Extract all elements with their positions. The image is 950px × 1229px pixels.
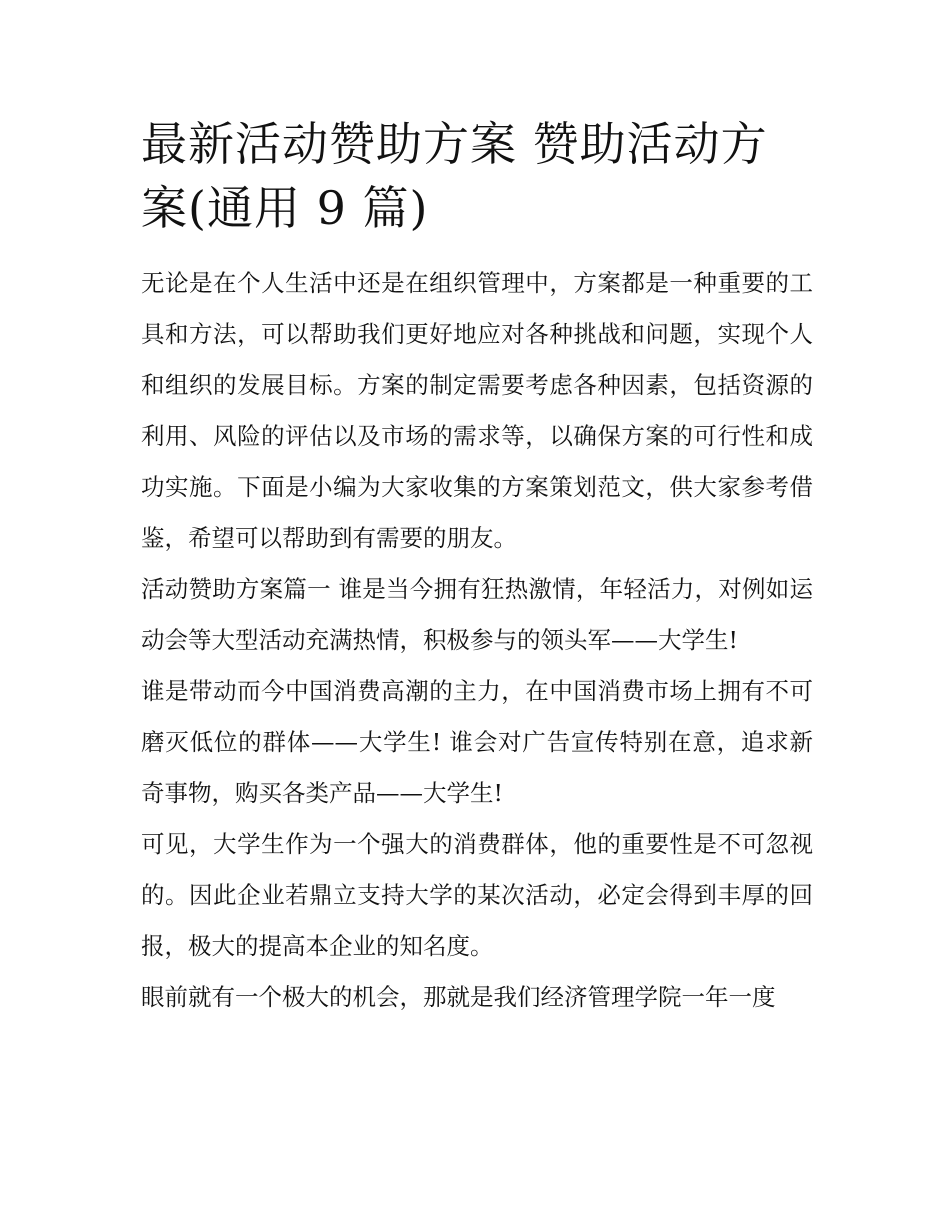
paragraph-importance: 可见，大学生作为一个强大的消费群体，他的重要性是不可忽视的。因此企业若鼎立支持大学的某次活动，必定会得到丰厚的回报，极大的提高本企业的知名度。 — [141, 830, 813, 960]
document-page — [141, 112, 813, 1023]
document-title: 最新活动赞助方案 赞助活动方案(通用 9 篇) — [141, 117, 768, 235]
document-body — [141, 258, 813, 1023]
paragraph-consumer-group: 谁是带动而今中国消费高潮的主力，在中国消费市场上拥有不可磨灭低位的群体——大学生! 谁会对广告宣传特别在意，追求新奇事物，购买各类产品——大学生! — [141, 677, 813, 807]
paragraph-section-one: 活动赞助方案篇一 谁是当今拥有狂热激情，年轻活力，对例如运动会等大型活动充满热情，积极参与的领头军——大学生! — [141, 575, 813, 654]
paragraph-intro: 无论是在个人生活中还是在组织管理中，方案都是一种重要的工具和方法，可以帮助我们更好地应对各种挑战和问题，实现个人和组织的发展目标。方案的制定需要考虑各种因素，包括资源的利用、风险的评估以及市场的需求等，以确保方案的可行性和成功实施。下面是小编为大家收集的方案策划范文，供大家参考借鉴，希望可以帮助到有需要的朋友。 — [141, 269, 813, 552]
paragraph-opportunity: 眼前就有一个极大的机会，那就是我们经济管理学院一年一度 — [141, 983, 776, 1011]
